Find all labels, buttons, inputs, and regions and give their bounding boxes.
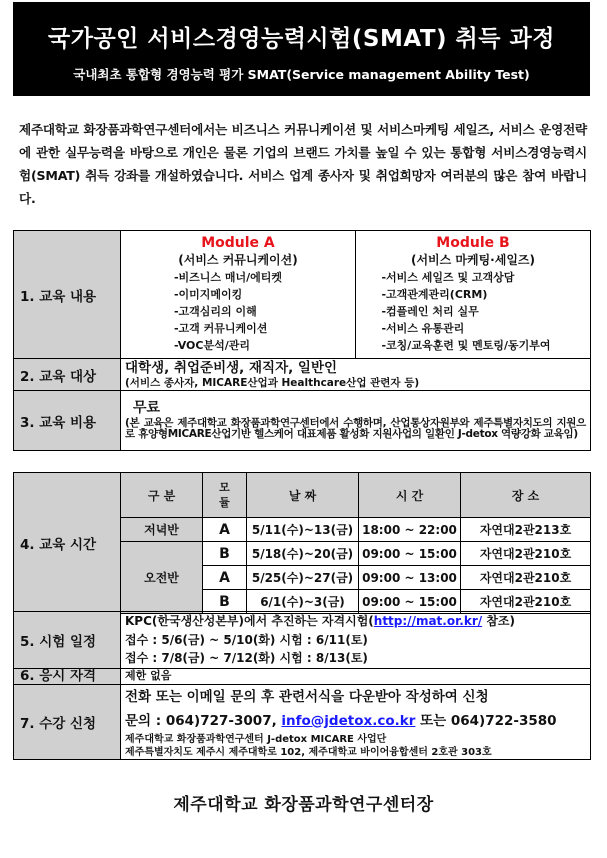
module-b-subtitle: (서비스 마케팅·세일즈): [410, 253, 536, 267]
row-eligibility: [14, 668, 591, 684]
exam-schedule-cell: [121, 612, 591, 669]
header-module-label: 모듈: [219, 481, 230, 509]
row-time: 18:00 ~ 22:00: [359, 518, 461, 542]
signature-footer: 제주대학교 화장품과학연구센터장: [173, 795, 434, 815]
row-module: A: [203, 566, 247, 590]
cost-main: 무료: [133, 400, 161, 416]
contact-line: [121, 709, 590, 733]
module-a-title: Module A: [201, 235, 275, 251]
list-item: -고객심리의 이해: [173, 305, 257, 318]
row-date: 5/11(수)~13(금): [247, 518, 359, 542]
row-date: 6/1(수)~3(금): [247, 590, 359, 614]
group-morning: 오전반: [121, 542, 203, 614]
list-item: -고객관계관리(CRM): [381, 288, 488, 301]
row-module: A: [203, 518, 247, 542]
exam-session-2: 접수 : 7/8(금) ~ 7/12(화) 시험 : 8/13(토): [125, 651, 368, 665]
module-b-title: Module B: [436, 235, 510, 251]
cost-sub: (본 교육은 제주대학교 화장품과학연구센터에서 수행하며, 산업통상자원부와 제주특별자치도의 지원으로 휴양형MICARE산업기반 헬스케어 대표제품 활성화 지원사업의 일환인 J-detox 역량강화 교육임): [125, 417, 586, 440]
exam-info-suffix: 참조): [482, 614, 515, 628]
group-evening: 저녁반: [121, 518, 203, 542]
label-course-content: 1. 교육 내용: [14, 231, 121, 359]
header-date: 날 짜: [247, 473, 359, 518]
row-time: 09:00 ~ 15:00: [359, 590, 461, 614]
list-item: -서비스 유통관리: [381, 322, 465, 335]
module-a-list: [174, 269, 282, 354]
exam-session-1: 접수 : 5/6(금) ~ 5/10(화) 시험 : 6/11(토): [125, 632, 368, 647]
target-main: 대학생, 취업준비생, 재직자, 일반인: [125, 359, 338, 376]
list-item: -비즈니스 매너/에티켓: [173, 271, 283, 284]
page-title: 국가공인 서비스경영능력시험(SMAT) 취득 과정: [48, 26, 555, 52]
label-eligibility: 6. 응시 자격: [14, 668, 121, 684]
exam-info-line: [121, 612, 590, 631]
contact-phone: 문의 : 064)727-3007,: [125, 712, 282, 729]
exam-info-text: KPC(한국생산성본부)에서 추진하는 자격시험(: [125, 614, 374, 628]
module-b-cell: [356, 231, 591, 359]
row-module: B: [203, 590, 247, 614]
row-time: 09:00 ~ 13:00: [359, 566, 461, 590]
kpc-link[interactable]: http://mat.or.kr/: [373, 614, 483, 628]
registration-cell: [121, 684, 591, 759]
row-place: 자연대2관210호: [461, 542, 591, 566]
registration-instructions: 전화 또는 이메일 문의 후 관련서식을 다운받아 작성하여 신청: [125, 688, 489, 705]
row-course-content: [14, 231, 591, 359]
row-place: 자연대2관210호: [461, 590, 591, 614]
row-time: 09:00 ~ 15:00: [359, 542, 461, 566]
header-banner: [13, 2, 590, 96]
list-item: -컴플레인 처리 실무: [381, 305, 479, 318]
header-place: 장 소: [461, 473, 591, 518]
course-info-table: [13, 230, 591, 451]
org-address: 제주특별자치도 제주시 제주대학로 102, 제주대학교 바이어융합센터 2호관 303호: [125, 746, 492, 758]
row-exam-schedule: [14, 612, 591, 669]
row-place: 자연대2관210호: [461, 566, 591, 590]
label-schedule: 4. 교육 시간: [14, 473, 121, 614]
row-target: [14, 359, 591, 391]
label-cost: 3. 교육 비용: [14, 391, 121, 451]
header-module: [203, 473, 247, 518]
module-a-cell: [121, 231, 356, 359]
label-target: 2. 교육 대상: [14, 359, 121, 391]
list-item: -코칭/교육훈련 및 멘토링/동기부여: [381, 339, 551, 352]
email-link[interactable]: info@jdetox.co.kr: [281, 712, 416, 729]
page-subtitle: 국내최초 통합형 경영능력 평가 SMAT(Service management Ability Test): [73, 67, 530, 82]
cost-cell: [121, 391, 591, 451]
row-registration: [14, 684, 591, 759]
row-place: 자연대2관213호: [461, 518, 591, 542]
list-item: -고객 커뮤니케이션: [173, 322, 268, 335]
label-registration: 7. 수강 신청: [14, 684, 121, 759]
row-date: 5/18(수)~20(금): [247, 542, 359, 566]
list-item: -서비스 세일즈 및 고객상담: [381, 271, 515, 284]
target-sub: (서비스 종사자, MICARE산업과 Healthcare산업 관련자 등): [125, 376, 420, 389]
row-date: 5/25(수)~27(금): [247, 566, 359, 590]
intro-paragraph: 제주대학교 화장품과학연구센터에서는 비즈니스 커뮤니케이션 및 서비스마케팅 세일즈, 서비스 운영전략에 관한 실무능력을 바탕으로 개인은 물론 기업의 브랜드 가치를 높일 수 있는 통합형 서비스경영능력시험(SMAT) 취득 강좌를 개설하였습니다. 서비스 업계 종사자 및 취업희망자 여러분의 많은 참여 바랍니다.: [19, 122, 587, 206]
row-module: B: [203, 542, 247, 566]
module-b-list: [381, 269, 550, 354]
target-cell: [121, 359, 591, 391]
header-time: 시 간: [359, 473, 461, 518]
list-item: -VOC분석/관리: [173, 339, 250, 352]
schedule-header-row: [14, 473, 591, 518]
header-group: 구 분: [121, 473, 203, 518]
list-item: -이미지메이킹: [173, 288, 243, 301]
row-cost: [14, 391, 591, 451]
org-name: 제주대학교 화장품과학연구센터 J-detox MICARE 사업단: [125, 733, 387, 745]
schedule-table: [13, 472, 591, 614]
eligibility-value: 제한 없음: [121, 668, 591, 684]
exam-info-table: [13, 611, 591, 760]
module-a-subtitle: (서비스 커뮤니케이션): [178, 253, 298, 267]
contact-alt-phone: 또는 064)722-3580: [415, 712, 557, 729]
label-exam-schedule: 5. 시험 일정: [14, 612, 121, 669]
